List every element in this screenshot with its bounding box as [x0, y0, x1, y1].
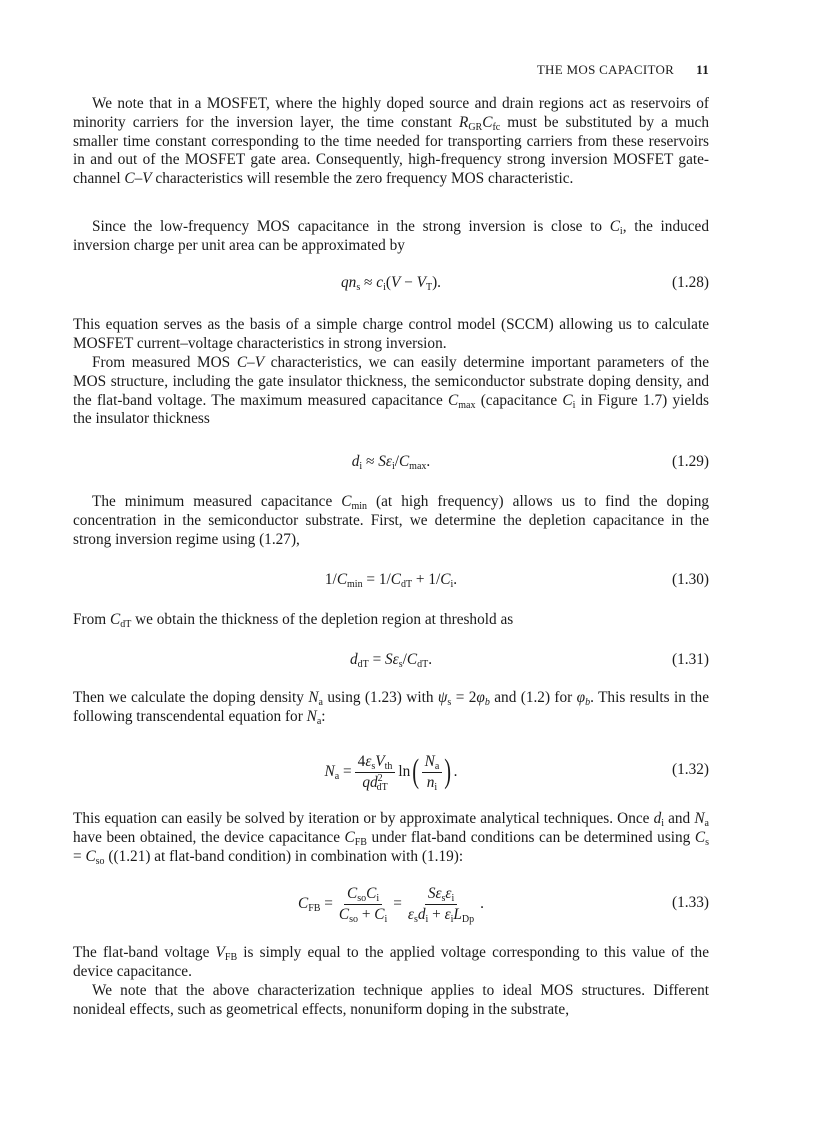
page-number: 11 [696, 62, 709, 77]
paragraph-8: This equation can easily be solved by iteration or by approximate analytical techniques. Once $d_i$ and $N_a$ have been obtained, the device capacitance $C_{FB}$ under flat-band conditions can be determined using $C_s = C_{so}$ ((1.21) at flat-band condition) in combination with (1.19): [73, 810, 709, 867]
equation-1-29: $d_i \approx S\varepsilon_i/C_{max}$. (1.29) [351, 453, 709, 472]
equation-1-33: $C_{FB}$ = $\frac{C_{so}C_i}{C_{so} + C_i}$ = $\frac{S\varepsilon_s\varepsilon_i}{\varepsilon_sd_i + \varepsilon_iL_{Dp}}$ . (1.33) [298, 884, 709, 925]
equation-1-30: $1/C_{min} = 1/C_{dT} + 1/C_i$. (1.30) [324, 571, 709, 590]
paragraph-2: Since the low-frequency MOS capacitance in the strong inversion is close to $C_i$, the induced inversion charge per unit area can be approximated by [73, 218, 709, 254]
running-title: THE MOS CAPACITOR [536, 62, 675, 77]
paragraph-5: The minimum measured capacitance $C_{min}$ (at high frequency) allows us to find the doping concentration in the semiconductor substrate. First, we determine the depletion capacitance in the strong inversion regime using (1.27), [73, 493, 709, 548]
paragraph-6: From $C_{dT}$ we obtain the thickness of the depletion region at threshold as [73, 611, 514, 630]
paragraph-9: The flat-band voltage $V_{FB}$ is simply equal to the applied voltage corresponding to this value of the device capacitance. [73, 944, 709, 980]
equation-1-31: $d_{dT} = S\varepsilon_s/C_{dT}$. (1.31) [349, 651, 709, 670]
equation-1-28: $qn_s \approx c_i(V - V_T)$. (1.28) [341, 274, 709, 293]
paragraph-7: Then we calculate the doping density $N_a$ using (1.23) with $\psi_s = 2\varphi_b$ and (1.2) for $\varphi_b$. This results in the following transcendental equation for $N_a$: [73, 689, 709, 727]
paragraph-4: From measured MOS C–V characteristics, we can easily determine important parameters of the MOS structure, including the gate insulator thickness, the semiconductor substrate doping density, and the flat-band voltage. The maximum measured capacitance $C_{max}$ (capacitance $C_i$ in Figure 1.7) yields the insulator thickness [73, 354, 709, 428]
paragraph-1: We note that in a MOSFET, where the highly doped source and drain regions act as reservoirs of minority carriers for the inversion layer, the time constant $R_{GR}C_{fc}$ must be substituted by a much smaller time constant corresponding to the time needed for transporting carriers from these reservoirs in and out of the MOSFET gate area. Consequently, high-frequency strong inversion MOSFET gate-channel C–V characteristics will resemble the zero frequency MOS characteristic. [73, 95, 709, 188]
running-head [537, 62, 709, 78]
equation-1-32: $N_a$ = $\frac{4\varepsilon_sV_{th}}{qd^2_{dT}}$ ln ( $\frac{N_a}{n_i}$ ) . (1.32) [324, 752, 709, 793]
paragraph-3: This equation serves as the basis of a simple charge control model (SCCM) allowing us to calculate MOSFET current–voltage characteristics in strong inversion. [73, 316, 709, 352]
paragraph-10: We note that the above characterization technique applies to ideal MOS structures. Different nonideal effects, such as geometrical effects, nonuniform doping in the substrate, [73, 982, 709, 1018]
